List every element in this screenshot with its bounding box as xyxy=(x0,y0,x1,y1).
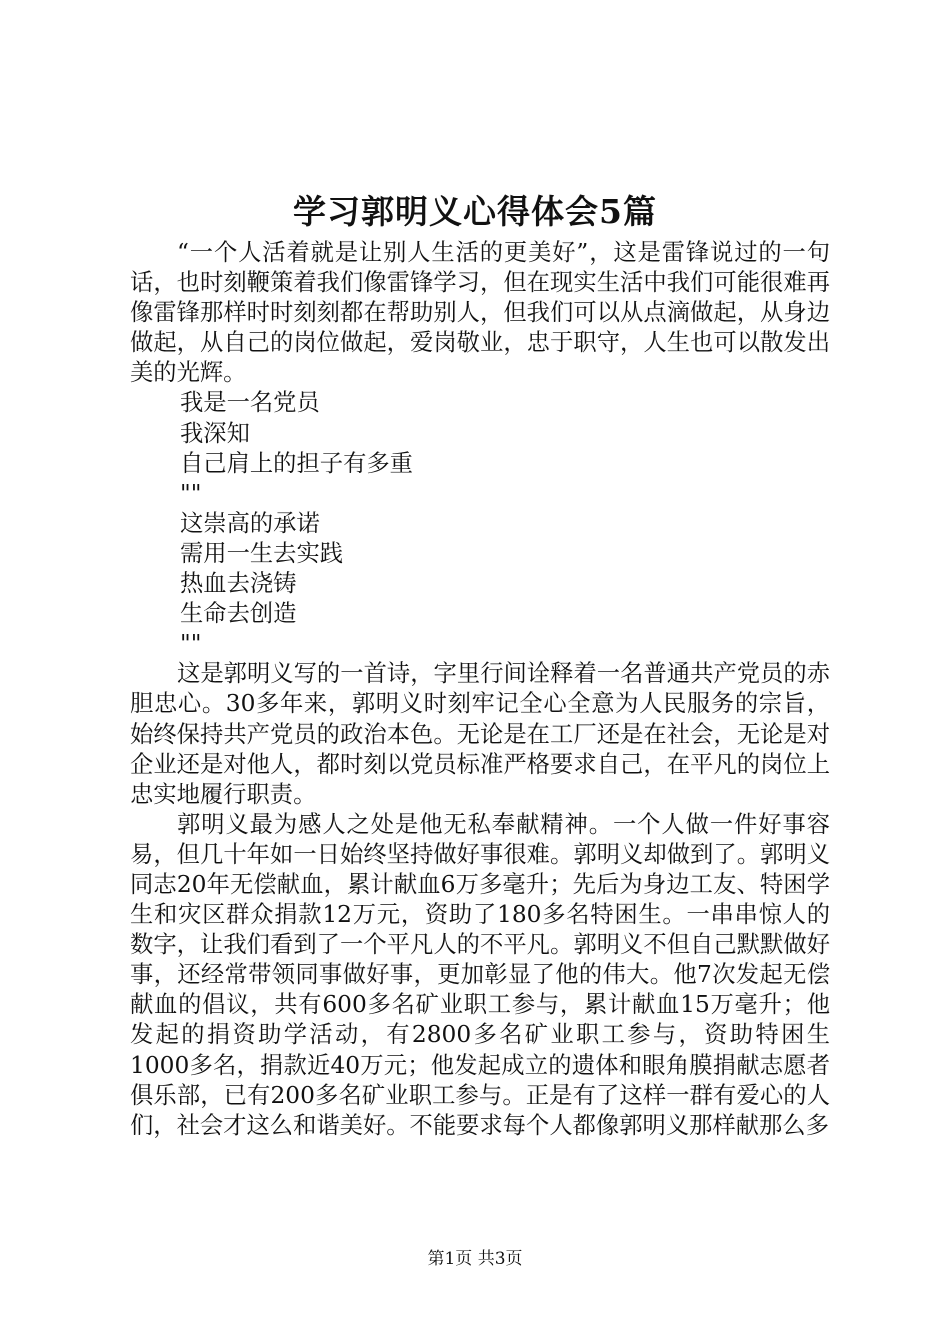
poem-line: 我深知 xyxy=(180,419,250,447)
poem-line: 需用一生去实践 xyxy=(180,539,344,567)
poem-line: 自己肩上的担子有多重 xyxy=(180,449,413,477)
poem-line: 我是一名党员 xyxy=(180,389,320,417)
paragraph-dedication: 郭明义最为感人之处是他无私奉献精神。一个人做一件好事容易，但几十年如一日始终坚持做好事很难。郭明义却做到了。郭明义同志20年无偿献血，累计献血6万多毫升；先后为身边工友、特困学生和灾区群众捐款12万元，资助了180多名特困生。一串串惊人的数字，让我们看到了一个平凡人的不平凡。郭明义不但自己默默做好事，还经常带领同事做好事，更加彰显了他的伟大。他7次发起无偿献血的倡议，共有600多名矿业职工参与，累计献血15万毫升；他发起的捐资助学活动，有2800多名矿业职工参与，资助特困生1000多名，捐款近40万元；他发起成立的遗体和眼角膜捐献志愿者俱乐部，已有200多名矿业职工参与。正是有了这样一群有爱心的人们，社会才这么和谐美好。不能要求每个人都像郭明义那样献那么多 xyxy=(130,810,830,1139)
poem-line: "" xyxy=(180,630,202,658)
paragraph-poem-explanation: 这是郭明义写的一首诗，字里行间诠释着一名普通共产党员的赤胆忠心。30多年来，郭明义时刻牢记全心全意为人民服务的宗旨，始终保持共产党员的政治本色。无论是在工厂还是在社会，无论是对企业还是对他人，都时刻以党员标准严格要求自己，在平凡的岗位上忠实地履行职责。 xyxy=(130,660,830,808)
poem-line: "" xyxy=(180,479,202,507)
page-footer: 第1页 共3页 xyxy=(427,1249,523,1269)
paragraph-intro: “一个人活着就是让别人生活的更美好”，这是雷锋说过的一句话，也时刻鞭策着我们像雷锋学习，但在现实生活中我们可能很难再像雷锋那样时时刻刻都在帮助别人，但我们可以从点滴做起，从身边做起，从自己的岗位做起，爱岗敬业，忠于职守，人生也可以散发出美的光辉。 xyxy=(130,239,830,387)
document-body xyxy=(130,238,830,1141)
poem-line: 热血去浇铸 xyxy=(180,570,297,598)
poem-line: 这崇高的承诺 xyxy=(180,509,320,537)
poem-line: 生命去创造 xyxy=(180,600,297,628)
document-title: 学习郭明义心得体会5篇 xyxy=(293,192,657,231)
